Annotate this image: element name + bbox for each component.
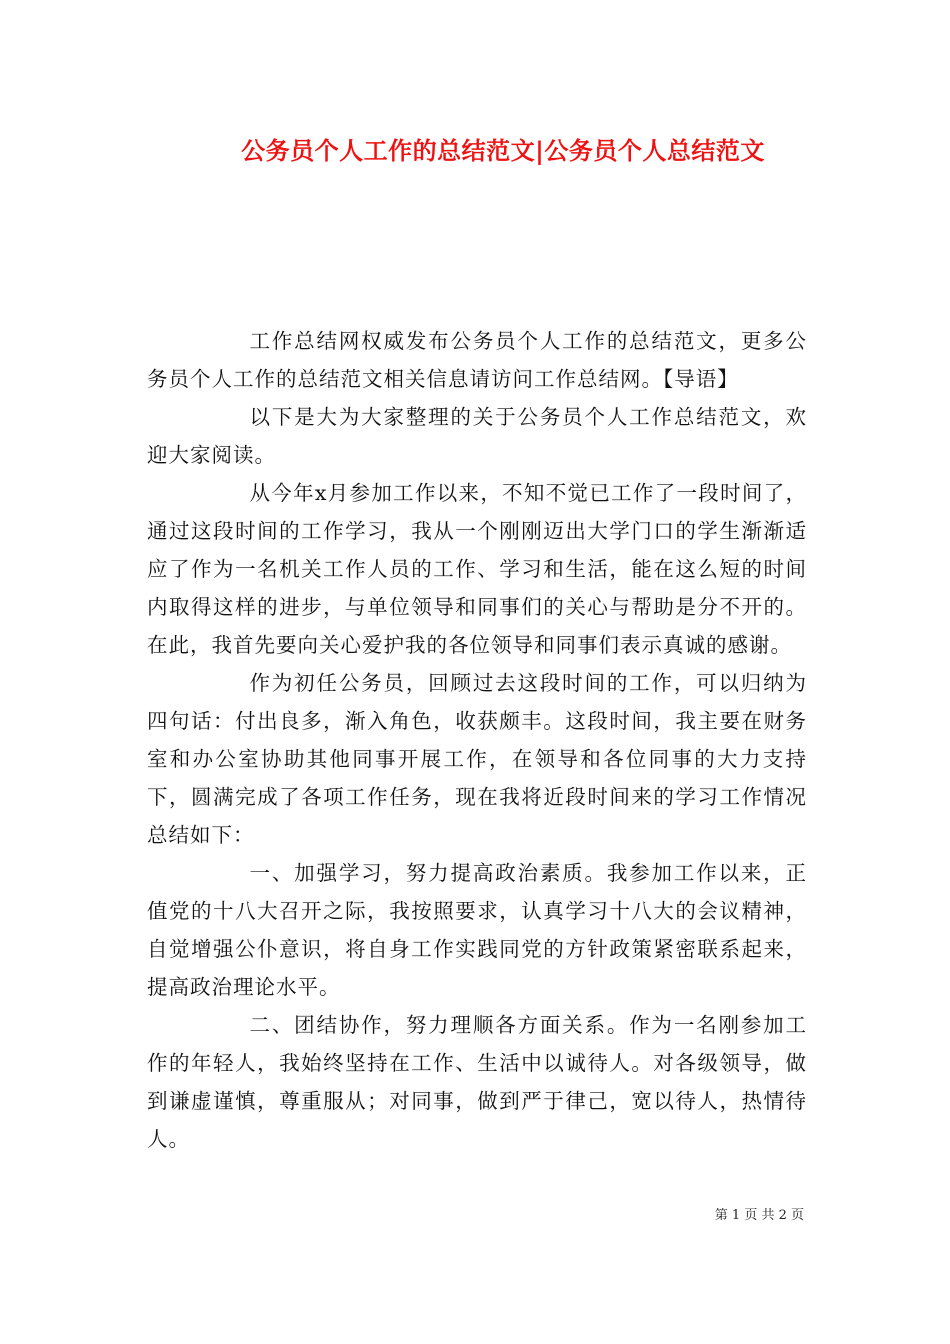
paragraph-preface: 以下是大为大家整理的关于公务员个人工作总结范文，欢迎大家阅读。 (147, 405, 807, 467)
paragraph-point-one: 一、加强学习，努力提高政治素质。我参加工作以来，正值党的十八大召开之际，我按照要求，认真学习十八大的会议精神，自觉增强公仆意识，将自身工作实践同党的方针政策紧密联系起来，提高政治理论水平。 (147, 861, 807, 999)
paragraph-review: 作为初任公务员，回顾过去这段时间的工作，可以归纳为四句话：付出良多，渐入角色，收获颇丰。这段时间，我主要在财务室和办公室协助其他同事开展工作，在领导和各位同事的大力支持下，圆满完成了各项工作任务，现在我将近段时间来的学习工作情况总结如下： (147, 671, 807, 847)
page-number-footer: 第 1 页 共 2 页 (714, 1208, 804, 1223)
paragraph-work-start: 从今年x月参加工作以来，不知不觉已工作了一段时间了，通过这段时间的工作学习，我从一个刚刚迈出大学门口的学生渐渐适应了作为一名机关工作人员的工作、学习和生活，能在这么短的时间内取得这样的进步，与单位领导和同事们的关心与帮助是分不开的。在此，我首先要向关心爱护我的各位领导和同事们表示真诚的感谢。 (147, 481, 807, 657)
paragraph-point-two: 二、团结协作，努力理顺各方面关系。作为一名刚参加工作的年轻人，我始终坚持在工作、生活中以诚待人。对各级领导，做到谦虚谨慎，尊重服从；对同事，做到严于律己，宽以待人，热情待人。 (147, 1013, 807, 1151)
document-body (147, 322, 807, 1158)
document-title: 公务员个人工作的总结范文|公务员个人总结范文 (241, 136, 765, 165)
paragraph-intro: 工作总结网权威发布公务员个人工作的总结范文，更多公务员个人工作的总结范文相关信息请访问工作总结网。【导语】 (147, 329, 807, 391)
